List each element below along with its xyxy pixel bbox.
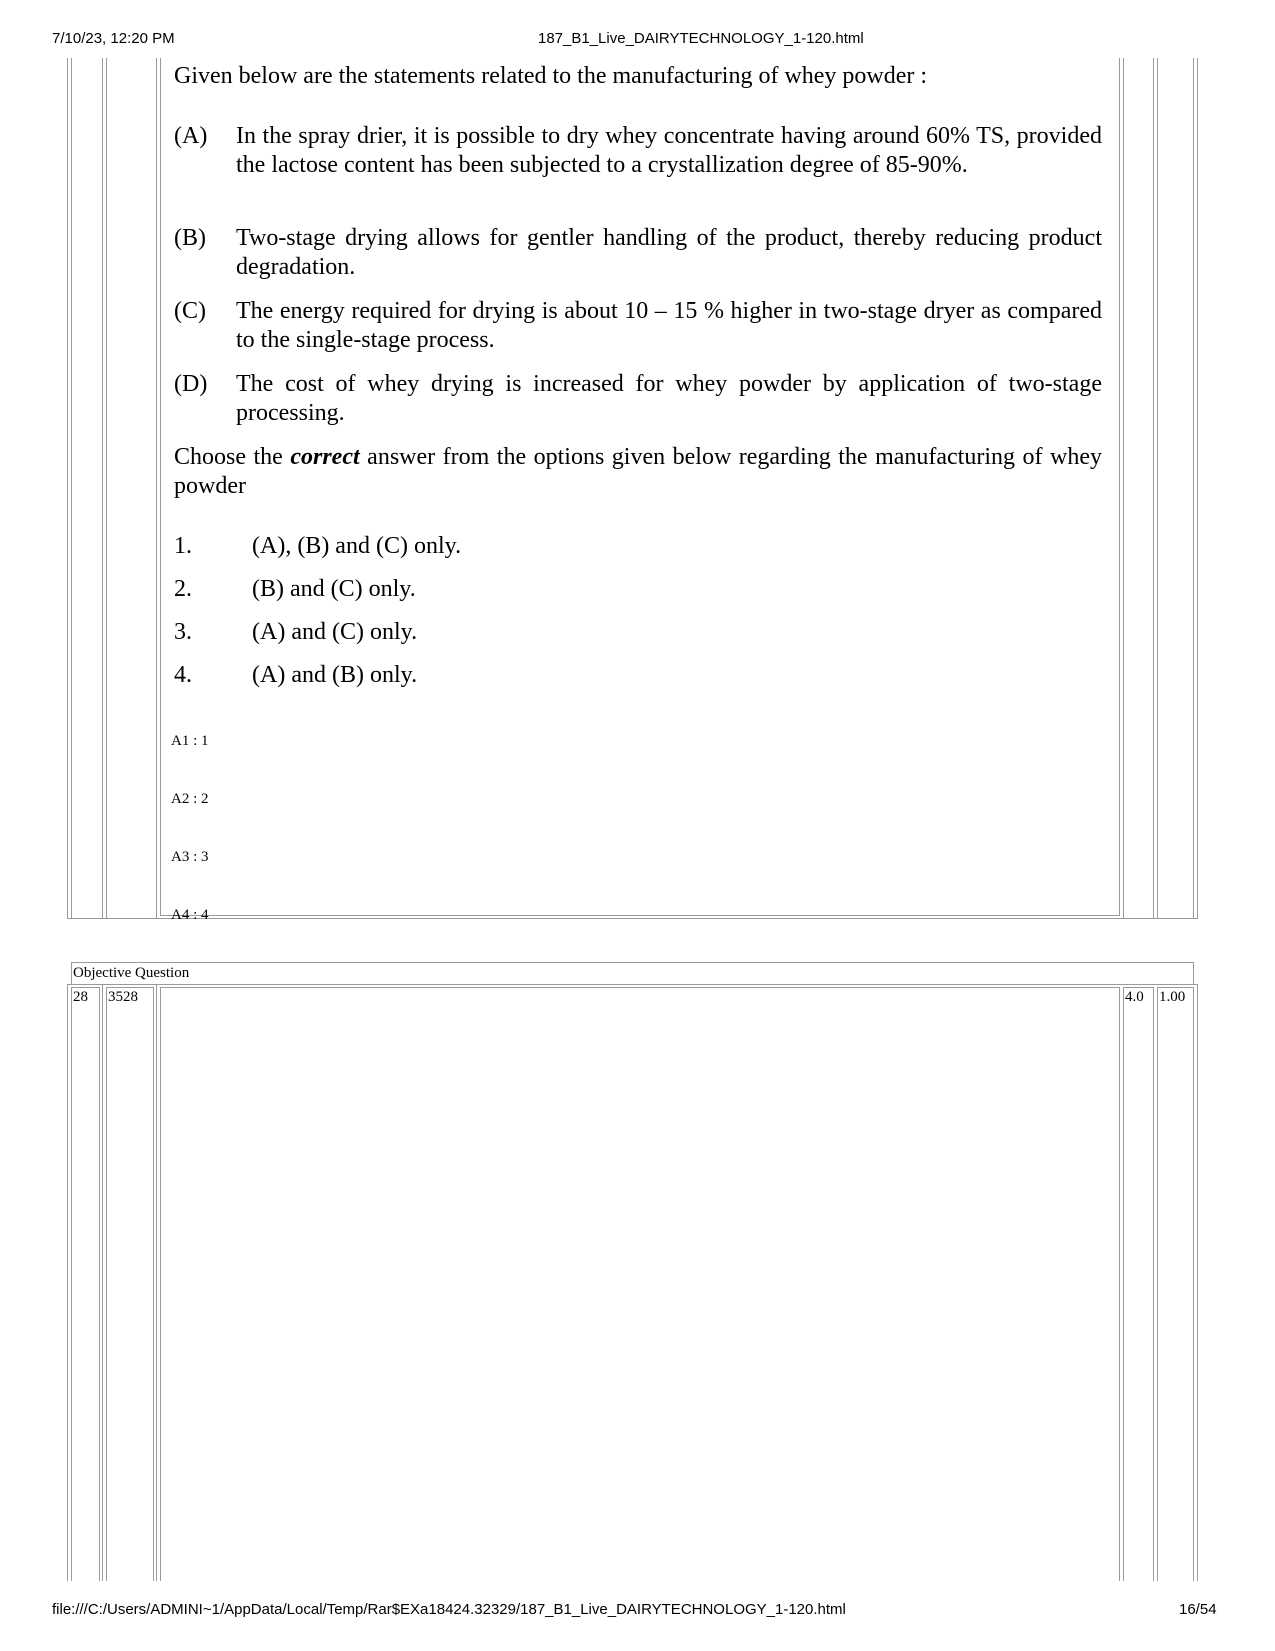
statement-label: (A)	[174, 123, 208, 149]
option-text: (A) and (C) only.	[252, 619, 418, 645]
option-text: (A) and (B) only.	[252, 662, 418, 688]
option-number: 4.	[174, 662, 192, 688]
option-number: 3.	[174, 619, 192, 645]
question-type-label: Objective Question	[73, 965, 190, 981]
instruction-pre: Choose the	[174, 444, 291, 470]
instruction-post: answer from the options given below regarding the manufacturing of whey powder	[174, 444, 1102, 499]
option-number: 2.	[174, 576, 192, 602]
answer-key-1: A1 : 1	[171, 733, 209, 749]
answer-key-3: A3 : 3	[171, 849, 209, 865]
statement-text: The energy required for drying is about 10 – 15 % higher in two-stage dryer as compared to the single-stage process.	[236, 298, 1102, 353]
option-text: (A), (B) and (C) only.	[252, 533, 462, 559]
answer-key-2: A2 : 2	[171, 791, 209, 807]
question-intro: Given below are the statements related to the manufacturing of whey powder :	[174, 63, 928, 89]
statement-text: Two-stage drying allows for gentler handling of the product, thereby reducing product degradation.	[236, 225, 1102, 280]
option-number: 1.	[174, 533, 192, 559]
answer-key-4: A4 : 4	[171, 907, 209, 923]
statement-label: (C)	[174, 298, 206, 324]
option-text: (B) and (C) only.	[252, 576, 416, 602]
row-negative-marks: 1.00	[1159, 989, 1186, 1005]
question-instruction	[174, 443, 1102, 501]
print-datetime: 7/10/23, 12:20 PM	[52, 30, 175, 47]
row-marks: 4.0	[1125, 989, 1144, 1005]
row-question-id: 3528	[108, 989, 138, 1005]
print-title: 187_B1_Live_DAIRYTECHNOLOGY_1-120.html	[538, 30, 864, 47]
statement-label: (D)	[174, 371, 208, 397]
statement-label: (B)	[174, 225, 206, 251]
instruction-emphasis: correct	[290, 444, 360, 470]
print-page-number: 16/54	[1179, 1601, 1217, 1618]
statement-text: In the spray drier, it is possible to dry whey concentrate having around 60% TS, provided the lactose content has been subjected to a crystallization degree of 85-90%.	[236, 123, 1102, 178]
print-file-path: file:///C:/Users/ADMINI~1/AppData/Local/Temp/Rar$EXa18424.32329/187_B1_Live_DAIRYTECHNOLOGY_1-120.html	[52, 1601, 846, 1618]
row-serial: 28	[73, 989, 88, 1005]
statement-text: The cost of whey drying is increased for whey powder by application of two-stage processing.	[236, 371, 1102, 426]
